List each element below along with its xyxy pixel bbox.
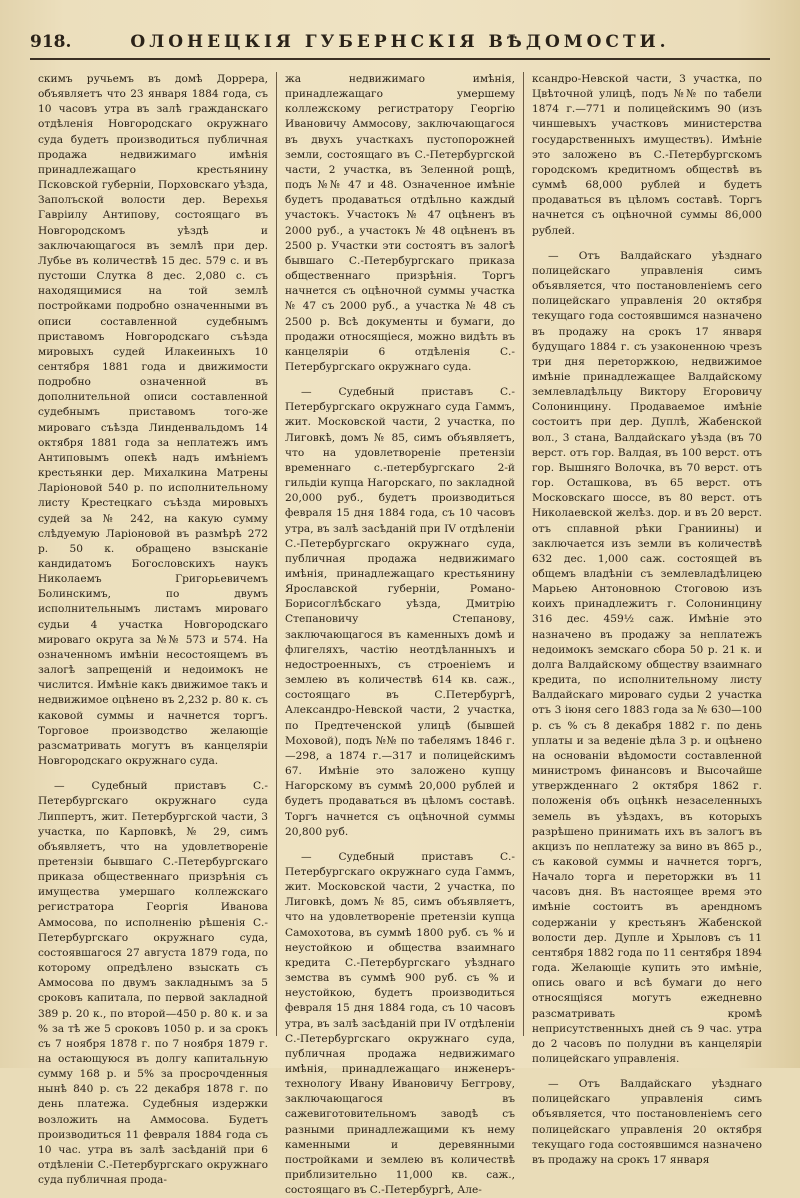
notice-continuation: скимъ ручьемъ въ домѣ Доррера, объявляетъ что 23 января 1884 года, съ 10 часовъ утра въ залѣ гражданскаго отдѣленія Новгородскаго окружнаго суда будетъ производиться публичная продажа недвижимаго имѣнія принадлежащаго крестьянину Псковской губерніи, Порховскаго уѣзда, Заполъской волости дер. Верехья Гавріилу Антипову, состоящаго въ Новгородскомъ уѣздѣ и заключающагося въ землѣ при дер. Лубье въ количествѣ 15 дес. 579 с. и въ пустоши Слутка 8 дес. 2,080 с. съ находящимися на той землѣ постройками подробно означенными въ описи составленной судебнымъ приставомъ Новгородскаго съѣзда мировыхъ судей Илакеиныхъ 10 сентября 1881 года и движимости подробно означенной въ дополнительной описи составленной судебнымъ приставомъ того-же мироваго съѣзда Линденвальдомъ 14 октября 1881 года за неплатежъ имъ Антиповымъ опекѣ надъ имѣніемъ крестьянки дер. Михалкина Матрены Ларіоновой 540 р. по исполнительному листу Крестецкаго съѣзда мировыхъ судей за № 242, на какую сумму слѣдуемую Ларіоновой въ размѣрѣ 272 р. 50 к. обращено взысканіе кандидатомъ Богословскихъ наукъ Николаемъ Григорьевичемъ Болинскимъ, по двумъ исполнительнымъ листамъ мироваго судьи 4 участка Новгородскаго мироваго округа за №№ 573 и 574. На означенномъ имѣніи несостоящемъ въ залогѣ запрещеній и недоимокъ не числится. Имѣніе какъ движимое такъ и недвижимое оцѣнено въ 2,232 р. 80 к. съ каковой суммы и начнется торгъ. Торговое производство желающіе разсматривать могутъ въ канцеляріи Новгородскаго окружнаго суда. (38, 73, 268, 768)
notice-continuation: жа недвижимаго имѣнія, принадлежащаго умершему коллежскому регистратору Георгію Ивановичу Аммосову, заключающагося въ двухъ участкахъ пустопорожней земли, состоящаго въ С.-Петербургской части, 2 участка, въ Зеленной рощѣ, подъ №№ 47 и 48. Означенное имѣніе будетъ продаваться отдѣльно каждый участокъ. Участокъ № 47 оцѣненъ въ 2000 руб., а участокъ № 48 оцѣненъ въ 2500 р. Участки эти состоятъ въ залогѣ бывшаго С.-Петербургскаго приказа общественнаго призрѣнія. Торгъ начнется съ оцѣночной суммы участка № 47 съ 2000 руб., а участка № 48 съ 2500 р. Всѣ документы и бумаги, до продажи относящіеся, можно видѣть въ канцеляріи 6 отдѣленія С.-Петербургскаго окружнаго суда. (285, 73, 515, 373)
notice-paragraph: — Судебный приставъ С.-Петербургскаго окружнаго суда Липпертъ, жит. Петербургской части, 3 участка, по Карповкѣ, № 29, симъ объявляетъ, что на удовлетвореніе претензіи бывшаго С.-Петербургскаго приказа общественнаго призрѣнія съ имущества умершаго коллежскаго регистратора Георгія Ивановa Аммосова, по исполненію рѣшенія С.-Петербургскаго окружнаго суда, состоявшагося 27 августа 1879 года, по которому опредѣлено взыскать съ Аммосова по двумъ закладнымъ за 5 сроковъ капитала, по первой закладной 389 р. 20 к., по второй—450 р. 80 к. и за % за тѣ же 5 сроковъ 1050 р. и за срокъ съ 7 ноября 1878 г. по 7 ноября 1879 г. на остающуюся въ долгу капитальную сумму 168 р. и 5% за просрочденныя нынѣ 840 р. съ 22 декабря 1878 г. по день платежа. Судебныя издержки возложить на Аммосова. Будетъ производиться 11 февраля 1884 года съ 10 час. утра въ залѣ засѣданій при 6 отдѣленіи С.-Петербургскаго окружнаго суда публичная прода- (38, 780, 268, 1187)
column-1 (30, 72, 276, 1187)
notice-paragraph: — Отъ Валдайскаго уѣзднаго полицейскаго управленія симъ объявляется, что постановленіемъ сего полицейскаго управленія 20 октября текущаго года состоявшимся назначено въ продажу на срокъ 17 января (532, 1078, 762, 1166)
newspaper-title: ОЛОНЕЦКІЯ ГУБЕРНСКІЯ ВѢДОМОСТИ. (130, 32, 670, 52)
notice-continuation: ксандро-Невской части, 3 участка, по Цвѣточной улицѣ, подъ №№ по табели 1874 г.—771 и полицейскимъ 90 (изъ чиншевыхъ участковъ министерства государственныхъ имуществъ). Имѣніе это заложено въ С.-Петербургскомъ городскомъ кредитномъ обществѣ въ суммѣ 68,000 рублей и будетъ продаваться въ цѣломъ составѣ. Торгъ начнется съ оцѣночной суммы 86,000 рублей. (532, 73, 762, 237)
page-header (30, 26, 770, 60)
column-3 (523, 72, 770, 1166)
text-columns (30, 72, 770, 1197)
column-2 (276, 72, 523, 1197)
notice-paragraph: — Отъ Валдайскаго уѣзднаго полицейскаго управленія симъ объявляется, что постановленіемъ сего полицейскаго управленія 20 октября текущаго года состоявшимся назначено въ продажу на срокъ 17 января будущаго 1884 г. съ узаконенною чрезъ три дня переторжкою, недвижимое имѣніе принадлежащее Валдайскому землевладѣльцу Виктору Егоровичу Солонинцину. Продаваемое имѣніе состоитъ при дер. Дуплѣ, Жабенской вол., 3 стана, Валдайскаго уѣзда (въ 70 верст. отъ гор. Валдая, въ 100 верст. отъ гор. Вышняго Волочка, въ 70 верст. отъ гор. Осташкова, въ 65 верст. отъ Московскаго шоссе, въ 80 верст. отъ Николаевской желѣз. дор. и въ 20 верст. отъ сплавной рѣки Граниины) и заключается изъ земли въ количествѣ 632 дес. 1,000 саж. состоящей въ общемъ владѣніи съ землевладѣлицею Марьею Антоновною Стоговою изъ коихъ принадлежитъ г. Солонинцину 316 дес. 459½ саж. Имѣніе это назначено въ продажу за неплатежъ недоимокъ земскаго сбора 50 р. 21 к. и долга Валдайскому обществу взаимнаго кредита, по исполнительному листу Валдайскаго мироваго судьи 2 участка отъ 3 іюня сего 1883 года за № 630—100 р. съ % съ 8 декабря 1882 г. по день уплаты и за веденіе дѣла 3 р. и оцѣнено на основаніи вѣдомости составленной министромъ финансовъ и Высочайше утвержденнаго 2 октября 1862 г. положенія объ оцѣнкѣ незаселенныхъ земель въ уѣздахъ, въ которыхъ разрѣшено принимать ихъ въ залогъ въ акцизъ по неплатежу за вино въ 865 р., съ каковой суммы и начнется торгъ, Начало торга и переторжки въ 11 часовъ дня. Въ настоящее время это имѣніе состоитъ въ арендномъ содержаніи у крестьянъ Жабенской волости дер. Дупле и Хрыловъ съ 11 сентября 1882 года по 11 сентября 1894 года. Желающіе купить это имѣніе, опись оваго и всѣ бумаги до него относящіяся могутъ ежедневно разсматривать кромѣ неприсутственныхъ дней съ 9 час. утра до 2 часовъ по полудни въ канцеляріи полицейскаго управленія. (532, 249, 762, 1065)
notice-paragraph: — Судебный приставъ С.-Петербургскаго окружнаго суда Гаммъ, жит. Московской части, 2 участка, по Лиговкѣ, домъ № 85, симъ объявляетъ, что на удовлетвореніе претензіи купца Самохотова, въ суммѣ 1800 руб. съ % и неустойкою и общества взаимнаго кредита С.-Петербургскаго уѣзднаго земства въ суммѣ 900 руб. съ % и неустойкою, будетъ производиться февраля 15 дня 1884 года, съ 10 часовъ утра, въ залѣ засѣданій при IV отдѣленіи С.-Петербургскаго окружнаго суда, публичная продажа недвижимаго имѣнія, принадлежащаго инженеръ-технологу Ивану Ивановичу Беггрову, заключающагося въ сажевиготовительномъ заводѣ съ разными принадлежащими къ нему каменными и деревянными постройками и землею въ количествѣ приблизительно 11,000 кв. саж., состоящаго въ С.-Петербургѣ, Але- (285, 850, 515, 1197)
notice-paragraph: — Судебный приставъ С.-Петербургскаго окружнаго суда Гаммъ, жит. Московской части, 2 участка, по Лиговкѣ, домъ № 85, симъ объявляетъ, что на удовлетвореніе претензіи временнаго с.-петербургскаго 2-й гильдіи купца Нагорскаго, по закладной 20,000 руб., будетъ производиться февраля 15 дня 1884 года, съ 10 часовъ утра, въ залѣ засѣданій при IV отдѣленіи С.-Петербургскаго окружнаго суда, публичная продажа недвижимаго имѣнія, принадлежащаго крестьянину Ярославской губерніи, Романо-Борисоглѣбскаго уѣзда, Дмитрію Степановичу Степанову, заключающагося въ каменныхъ домѣ и флигеляхъ, частію неотдѣланныхъ и недостроенныхъ, съ строеніемъ и землею въ количествѣ 614 кв. саж., состоящаго въ С.Петербургѣ, Александро-Невской части, 2 участка, по Предтеченской улицѣ (бывшей Моховой), подъ №№ по табелямъ 1846 г.—298, а 1874 г.—317 и полицейскимъ 67. Имѣніе это заложено купцу Нагорскому въ суммѣ 20,000 рублей и будетъ продаваться въ цѣломъ составѣ. Торгъ начнется съ оцѣночной суммы 20,800 руб. (285, 386, 515, 838)
page-number: 918. (30, 32, 72, 52)
